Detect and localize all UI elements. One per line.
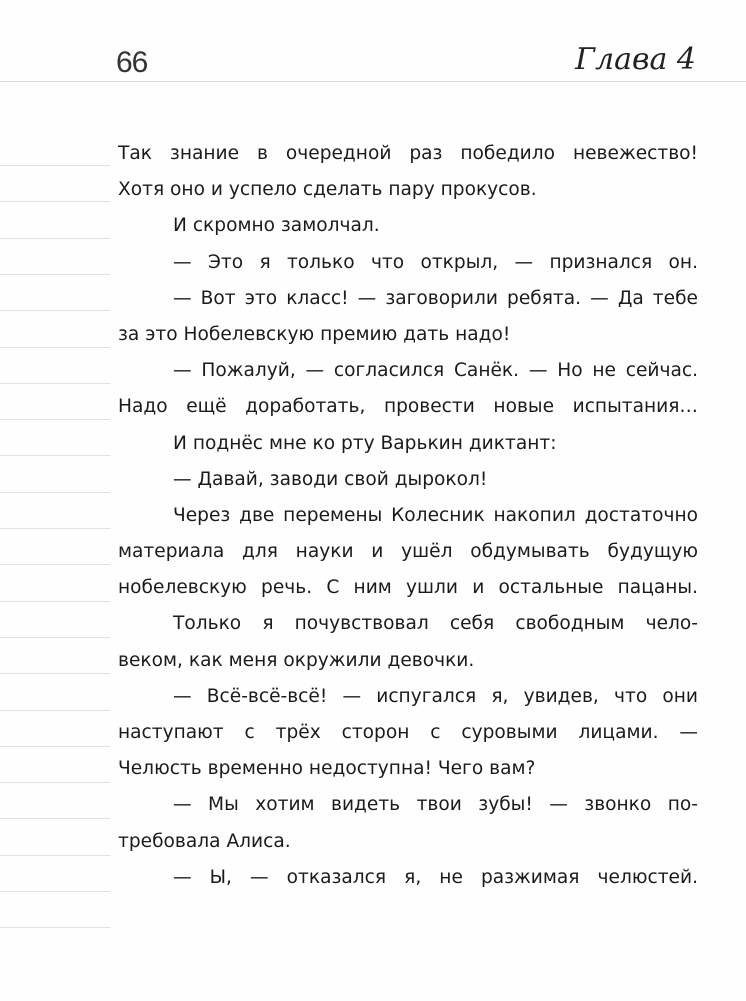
- margin-rule: [0, 274, 110, 275]
- page-number: 66: [116, 46, 148, 79]
- text-line: наступают с трёх сторон с суровыми лицами. —: [118, 722, 698, 743]
- text-line: — Давай, заводи свой дырокол!: [173, 468, 488, 490]
- text-line: Челюсть временно недоступна! Чего вам?: [118, 758, 536, 780]
- text-line: И поднёс мне ко рту Варькин диктант:: [173, 432, 557, 454]
- margin-rule: [0, 347, 110, 348]
- margin-rule: [0, 927, 110, 928]
- margin-rule: [0, 710, 110, 711]
- text-line: требовала Алиса.: [118, 830, 291, 852]
- margin-rule: [0, 782, 110, 783]
- margin-rule: [0, 310, 110, 311]
- margin-rule: [0, 201, 110, 202]
- margin-rule: [0, 673, 110, 674]
- margin-rule: [0, 564, 110, 565]
- text-line: И скромно замолчал.: [173, 215, 380, 237]
- text-line: Через две перемены Колесник накопил достаточно: [173, 504, 698, 526]
- margin-rule: [0, 492, 110, 493]
- text-line: Только я почувствовал себя свободным чело-: [173, 613, 698, 635]
- text-line: Надо ещё доработать, провести новые испытания…: [118, 396, 698, 418]
- margin-rule: [0, 855, 110, 856]
- text-line: Так знание в очередной раз победило невежество!: [118, 143, 698, 164]
- margin-rule: [0, 165, 110, 166]
- text-line: материала для науки и ушёл обдумывать будущую: [118, 541, 698, 563]
- text-line: Хотя оно и успело сделать пару прокусов.: [118, 179, 537, 201]
- margin-rule: [0, 891, 110, 892]
- text-line: — Мы хотим видеть твои зубы! — звонко по-: [173, 794, 698, 816]
- margin-rule: [0, 528, 110, 529]
- text-line: — Это я только что открыл, — признался он.: [173, 251, 698, 273]
- margin-rule: [0, 637, 110, 638]
- margin-rule: [0, 238, 110, 239]
- margin-rule: [0, 455, 110, 456]
- margin-rule: [0, 419, 110, 420]
- text-line: — Пожалуй, — согласился Санёк. — Но не сейчас.: [173, 360, 698, 382]
- text-line: — Вот это класс! — заговорили ребята. — Да тебе: [173, 287, 698, 309]
- header-rule: [0, 81, 746, 82]
- margin-rule: [0, 746, 110, 747]
- text-line: веком, как меня окружили девочки.: [118, 649, 475, 671]
- text-line: — Всё-всё-всё! — испугался я, увидев, что они: [173, 685, 698, 707]
- margin-rule: [0, 818, 110, 819]
- text-line: — Ы, — отказался я, не разжимая челюстей.: [173, 866, 698, 888]
- body-text: [118, 136, 698, 896]
- margin-rule: [0, 601, 110, 602]
- margin-rule: [0, 383, 110, 384]
- chapter-title: Глава 4: [575, 42, 696, 77]
- text-line: за это Нобелевскую премию дать надо!: [118, 323, 511, 345]
- text-line: нобелевскую речь. С ним ушли и остальные пацаны.: [118, 577, 698, 599]
